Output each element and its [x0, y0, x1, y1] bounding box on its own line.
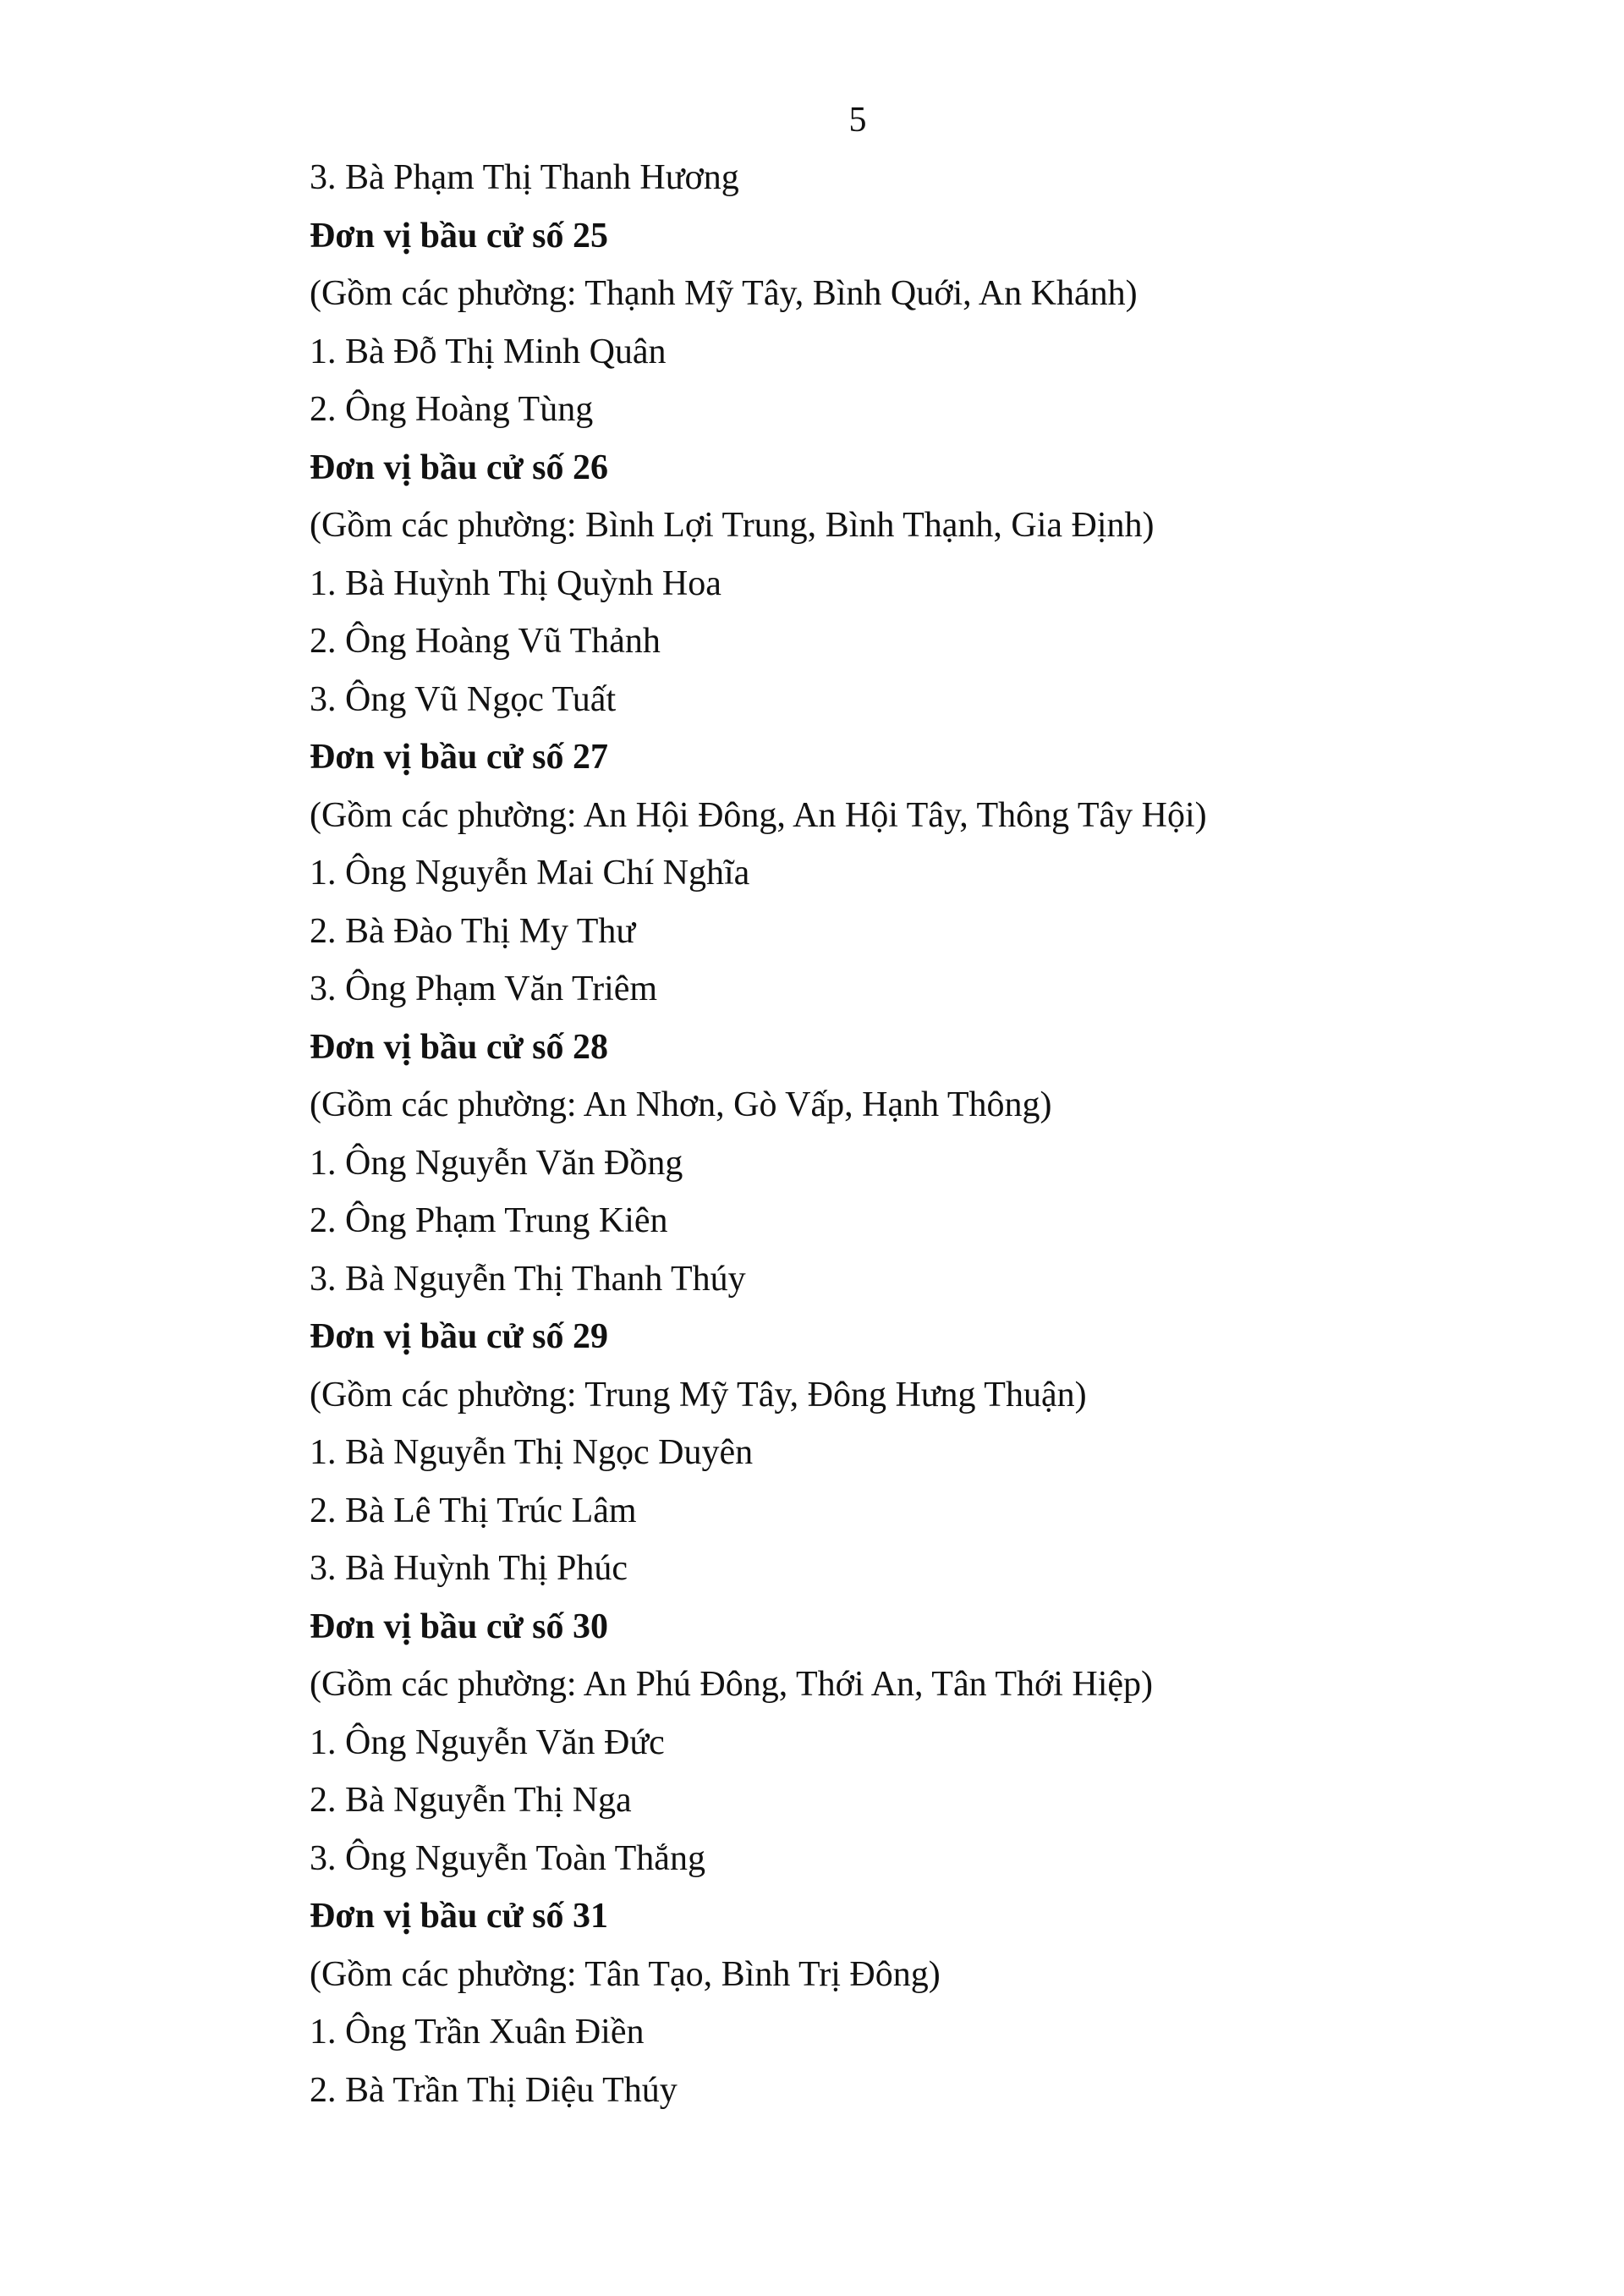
candidate-line: 3. Bà Huỳnh Thị Phúc [310, 1549, 628, 1588]
candidate-line: 2. Bà Đào Thị My Thư [310, 911, 636, 951]
candidate-line: 2. Ông Phạm Trung Kiên [310, 1201, 668, 1240]
candidate-line: 1. Ông Nguyễn Mai Chí Nghĩa [310, 854, 750, 893]
page-number: 5 [848, 101, 867, 140]
candidate-line: 3. Ông Nguyễn Toàn Thắng [310, 1838, 705, 1878]
election-unit [310, 1887, 1409, 2119]
unit-heading: Đơn vị bầu cử số 31 [310, 1897, 609, 1936]
candidate-line: 1. Bà Nguyễn Thị Ngọc Duyên [310, 1433, 754, 1472]
candidate-line: 3. Ông Phạm Văn Triêm [310, 969, 658, 1008]
candidate-line: 3. Bà Phạm Thị Thanh Hương [310, 158, 739, 197]
candidate-line: 3. Bà Nguyễn Thị Thanh Thúy [310, 1259, 746, 1299]
candidate-line: 1. Bà Đỗ Thị Minh Quân [310, 332, 667, 371]
candidate-line: 1. Ông Trần Xuân Điền [310, 2013, 645, 2052]
unit-wards: (Gồm các phường: An Hội Đông, An Hội Tây, Thông Tây Hội) [310, 795, 1207, 835]
unit-wards: (Gồm các phường: Trung Mỹ Tây, Đông Hưng Thuận) [310, 1375, 1087, 1414]
unit-heading: Đơn vị bầu cử số 26 [310, 448, 609, 487]
election-unit [310, 728, 1409, 1019]
unit-heading: Đơn vị bầu cử số 25 [310, 216, 609, 255]
candidate-line: 1. Ông Nguyễn Văn Đồng [310, 1143, 683, 1183]
election-unit [310, 439, 1409, 729]
candidate-line: 2. Ông Hoàng Vũ Thảnh [310, 622, 661, 661]
unit-heading: Đơn vị bầu cử số 28 [310, 1027, 609, 1067]
candidate-line: 2. Bà Nguyễn Thị Nga [310, 1781, 632, 1820]
candidate-line: 1. Bà Huỳnh Thị Quỳnh Hoa [310, 563, 721, 603]
election-unit [310, 1598, 1409, 1888]
unit-wards: (Gồm các phường: An Nhơn, Gò Vấp, Hạnh Thông) [310, 1085, 1052, 1124]
election-unit [310, 207, 1409, 439]
election-unit [310, 1308, 1409, 1598]
document-body [310, 149, 1409, 2119]
unit-heading: Đơn vị bầu cử số 30 [310, 1607, 609, 1646]
unit-wards: (Gồm các phường: An Phú Đông, Thới An, Tân Thới Hiệp) [310, 1665, 1153, 1704]
unit-wards: (Gồm các phường: Bình Lợi Trung, Bình Thạnh, Gia Định) [310, 506, 1155, 545]
unit-heading: Đơn vị bầu cử số 27 [310, 738, 609, 777]
candidate-line: 2. Bà Lê Thị Trúc Lâm [310, 1491, 637, 1530]
candidate-line: 2. Bà Trần Thị Diệu Thúy [310, 2070, 678, 2110]
election-unit [310, 1019, 1409, 1309]
unit-wards: (Gồm các phường: Thạnh Mỹ Tây, Bình Quới, An Khánh) [310, 274, 1138, 313]
unit-wards: (Gồm các phường: Tân Tạo, Bình Trị Đông) [310, 1954, 941, 1994]
unit-heading: Đơn vị bầu cử số 29 [310, 1317, 609, 1356]
candidate-line: 3. Ông Vũ Ngọc Tuất [310, 679, 617, 719]
candidate-line: 1. Ông Nguyễn Văn Đức [310, 1722, 665, 1762]
candidate-line: 2. Ông Hoàng Tùng [310, 390, 594, 429]
